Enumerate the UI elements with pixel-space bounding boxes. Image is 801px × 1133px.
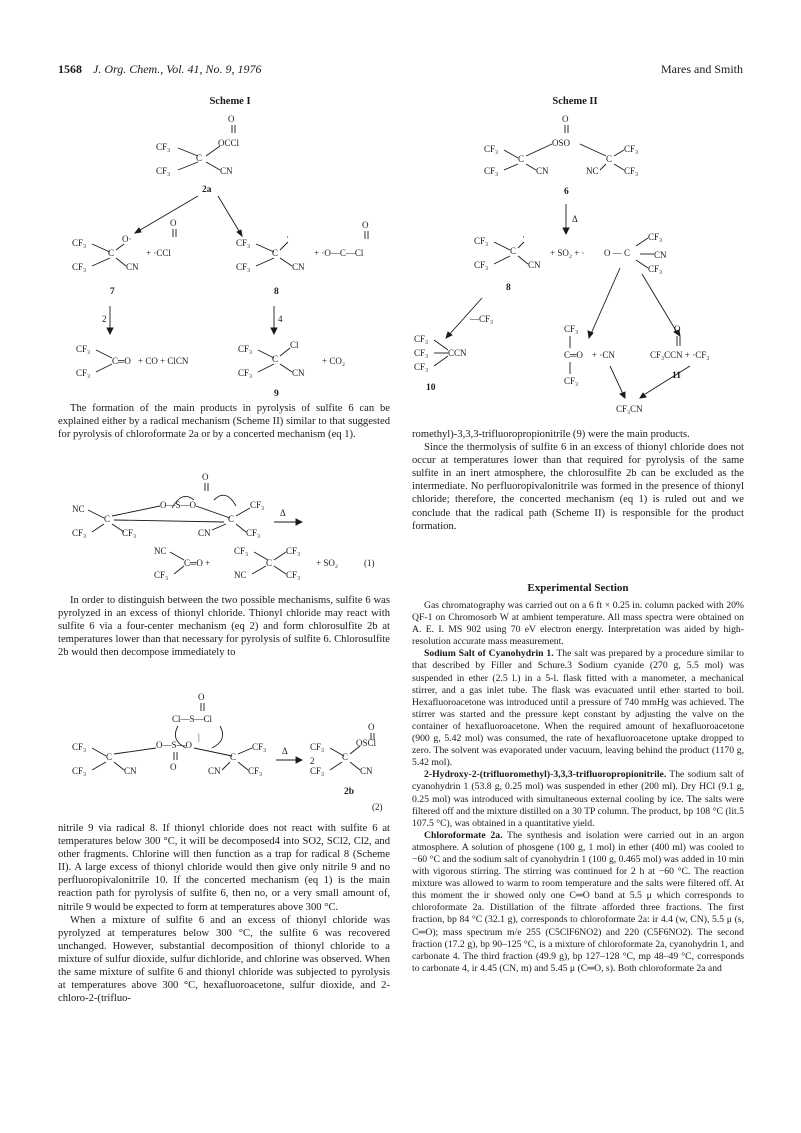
eq2-number: (2) xyxy=(372,802,383,812)
svg-text:CF₃: CF₃ xyxy=(252,742,267,752)
scheme-2-title: Scheme II xyxy=(552,96,598,107)
svg-text:C═O: C═O xyxy=(564,350,583,360)
label-2a: 2a xyxy=(202,185,212,195)
svg-text:CN: CN xyxy=(528,260,541,270)
svg-text:CF₃: CF₃ xyxy=(624,144,639,154)
svg-text:OSCl: OSCl xyxy=(356,738,377,748)
svg-text:CF₃: CF₃ xyxy=(72,238,87,248)
svg-text:O·: O· xyxy=(122,234,132,244)
svg-text:CF₃: CF₃ xyxy=(238,368,253,378)
compound-8 xyxy=(236,220,369,297)
right-paragraph-2: Since the thermolysis of sulfite 6 in an excess of thionyl chloride does not occur at temperatures lower than that required for pyrolysis of the same sulfite in an inert atmosphere, the chlorosulfite 2b can be excluded as the intermediate. No perfluoropivalonitrile was formed in the presence of thionyl chloride; therefore, the concerted mechanism (eq 1) is ruled out and we conclude that the radical path (Scheme II) is responsible for the product formation. xyxy=(412,442,744,532)
svg-text:C: C xyxy=(518,154,525,164)
svg-text:CF₃: CF₃ xyxy=(72,742,87,752)
svg-text:CF₃: CF₃ xyxy=(248,766,263,776)
svg-text:C: C xyxy=(266,558,273,568)
label-2b: 2b xyxy=(344,787,355,797)
svg-text:CF₃: CF₃ xyxy=(72,262,87,272)
left-paragraph-1: The formation of the main products in pyrolysis of sulfite 6 can be explained either by a radical mechanism (Scheme II) similar to that suggested for pyrolysis of chloroformate 2a or by a concerted mechanism (eq 1). xyxy=(58,403,390,441)
svg-text:CF₃: CF₃ xyxy=(286,570,301,580)
svg-text:CF₃: CF₃ xyxy=(414,362,429,372)
label-8: 8 xyxy=(274,287,279,297)
svg-text:C: C xyxy=(108,248,115,258)
svg-text:C═O: C═O xyxy=(112,356,131,366)
svg-text:CF₃: CF₃ xyxy=(310,742,325,752)
svg-text:CF₃: CF₃ xyxy=(648,264,663,274)
label-6: 6 xyxy=(564,187,569,197)
svg-text:NC: NC xyxy=(154,546,167,556)
svg-text:C: C xyxy=(606,154,613,164)
svg-text:·: · xyxy=(522,232,525,242)
step-2: 2 xyxy=(102,314,107,324)
label-10: 10 xyxy=(426,383,436,393)
svg-text:CN: CN xyxy=(126,262,139,272)
label-11: 11 xyxy=(672,371,681,381)
svg-text:C: C xyxy=(104,514,111,524)
cn-radical: + ·CN xyxy=(592,350,615,360)
cf3cn: CF₃CN xyxy=(616,404,643,414)
compound-10 xyxy=(414,334,467,393)
svg-text:NC: NC xyxy=(234,570,247,580)
exp-paragraph-2: Sodium Salt of Cyanohydrin 1. The salt was prepared by a procedure similar to that described by Filler and Schure.3 Sodium cyanide (270 g, 5.5 mol) was suspended in ether (2.5 l.) in a 5-l. flask fitted with a manometer, a mechanical stirrer, and a gas inlet tube. The flask was evacuated until ether started to boil. Hexafluoroacetone was introduced until a pressure of 740 mmHg was achieved. The stirrer was started and the pressure kept constant by adjusting the valve on the container of hexafluoroacetone. When the required amount of hexafluoroacetone (900 g, 5.42 mol) was consumed, the rate of hexafluoroacetone uptake dropped to zero. The solvent was evaporated under vacuum, leaving behind the product (1170 g, 5.42 mol). xyxy=(412,648,744,769)
eq1-so2: + SO₂ xyxy=(316,558,338,568)
svg-text:C: C xyxy=(272,354,279,364)
svg-text:C: C xyxy=(510,246,517,256)
svg-text:Cl—S—Cl: Cl—S—Cl xyxy=(172,714,213,724)
svg-text:CF₃: CF₃ xyxy=(484,166,499,176)
svg-text:O: O xyxy=(362,220,369,230)
step-4: 4 xyxy=(278,314,283,324)
experimental-text xyxy=(412,600,744,975)
eq2-delta: Δ xyxy=(282,746,288,756)
svg-text:CF₃: CF₃ xyxy=(414,334,429,344)
svg-text:CF₃: CF₃ xyxy=(286,546,301,556)
svg-text:CN: CN xyxy=(360,766,373,776)
right-paragraph-1: romethyl)-3,3,3-trifluoropropionitrile (9) were the main products. xyxy=(412,429,690,440)
compound-9 xyxy=(238,340,345,398)
svg-text:C: C xyxy=(106,752,113,762)
product-co2: + CO₂ xyxy=(322,356,345,366)
svg-text:O: O xyxy=(170,762,177,772)
svg-text:O: O xyxy=(674,324,681,334)
svg-text:CF₃: CF₃ xyxy=(156,142,171,152)
scheme2-intermediates xyxy=(474,232,667,293)
svg-text:CF₃: CF₃ xyxy=(474,236,489,246)
left-paragraph-2: In order to distinguish between the two possible mechanisms, sulfite 6 was pyrolyzed in an excess of thionyl chloride. Thionyl chloride may react with sulfite 6 via a four-center mechanism (eq 2) and form chlorosulfite 2b at temperatures lower than that necessary for pyrolysis of sulfite 6. Chlorosulfite 2b would then decompose immediately to xyxy=(58,595,390,659)
svg-text:O: O xyxy=(198,692,205,702)
running-header-authors: Mares and Smith xyxy=(661,62,743,76)
radical-ccl: + ·CCl xyxy=(146,248,171,258)
label-7: 7 xyxy=(110,287,115,297)
products-co-clcn: + CO + ClCN xyxy=(138,356,189,366)
equation-1 xyxy=(60,468,400,586)
svg-text:C: C xyxy=(272,248,279,258)
svg-text:CF₃: CF₃ xyxy=(76,368,91,378)
page-number: 1568 xyxy=(58,62,82,76)
compound-6 xyxy=(484,114,638,197)
exp-paragraph-4: Chloroformate 2a. The synthesis and isolation were carried out in an argon atmosphere. A solution of phosgene (100 g, 1 mol) in ether (400 ml) was cooled to −60 °C and the sodium salt of cyanohydrin 1 (100 g, 0.465 mol) was added in 10 min with vigorous stirring. The stirring was continued for 2 h at −60 °C. The reaction mixture was allowed to warm to room temperature and the salts were filtered off. At this moment the ir showed only one C═O band at 5.5 μ which corresponds to chloroformate 2a. Distillation of the filtrate afforded three fractions. The first fraction, bp 84 °C (32.1 g), corresponds to chloroformate 2a: ir 4.4 (w, CN), 5.5 μ (s, C═O); mass spectrum m/e 255 (C5ClF6NO2) and 220 (C5F6NO2). The second fraction (17.2 g), bp 90–125 °C, is a mixture of chloroformate 2a, cyanohydrin 1, and carbonate 4. The third fraction (49.9 g), bp 127–128 °C, mp 48–49 °C, corresponds to carbonate 4, ir 4.45 (CN, m) and 5.45 μ (C═O, s). Both chloroformate 2a and xyxy=(412,829,744,974)
eq1-delta: Δ xyxy=(280,508,286,518)
svg-text:CF₃: CF₃ xyxy=(484,144,499,154)
label-8b: 8 xyxy=(506,283,511,293)
svg-text:CF₃: CF₃ xyxy=(564,324,579,334)
svg-text:O — C: O — C xyxy=(604,248,631,258)
svg-text:CF₃: CF₃ xyxy=(310,766,325,776)
svg-text:CN: CN xyxy=(220,166,233,176)
experimental-section-title: Experimental Section xyxy=(527,582,629,594)
svg-text:O: O xyxy=(368,722,375,732)
left-paragraph-3: nitrile 9 via radical 8. If thionyl chloride does not react with sulfite 6 at temperatures below 300 °C, it will be decomposed4 into SO2, SCl2, Cl2, and other fragments. Chlorine will then function as a trap for radical 8 (Scheme II). A large excess of thionyl chloride would then give only nitrile 9 and no perfluoropivalonitrile 10. If the concerted mechanism (eq 1) is the main reaction path for pyrolysis of sulfite 6, then no, or a very small amount of, nitrile 9 would be expected to form at temperatures above 300 °C. When a mixture of sulfite 6 and an excess of thionyl chloride was pyrolyzed at temperatures below 300 °C, the sulfite 6 was recovered unchanged. However, substantial decomposition of thionyl chloride to a mixture of sulfur dioxide, sulfur dichloride, and chlorine was observed. When the same mixture of sulfite 6 and thionyl chloride was subjected to pyrolysis at temperatures above 300 °C, hexafluoroacetone, sulfur dioxide, and 2-chloro-2-(trifluo- xyxy=(58,823,390,1005)
svg-text:OCCl: OCCl xyxy=(218,138,240,148)
svg-text:CF₃: CF₃ xyxy=(564,376,579,386)
svg-text:Cl: Cl xyxy=(290,340,299,350)
eq2-coef: 2 xyxy=(310,756,315,766)
svg-text:CN: CN xyxy=(654,250,667,260)
compound-2a xyxy=(156,114,240,195)
svg-text:O—S—O: O—S—O xyxy=(160,500,197,510)
product-hexafluoroacetone xyxy=(76,344,189,378)
svg-text:CF₃: CF₃ xyxy=(236,262,251,272)
svg-text:CF₃: CF₃ xyxy=(76,344,91,354)
svg-text:CF₃: CF₃ xyxy=(236,238,251,248)
svg-text:O: O xyxy=(170,218,177,228)
svg-text:O: O xyxy=(562,114,569,124)
so2-plus: + SO₂ + · xyxy=(550,248,585,258)
equation-2 xyxy=(60,688,400,816)
svg-text:OSO: OSO xyxy=(552,138,571,148)
svg-text:O: O xyxy=(228,114,235,124)
svg-text:CN: CN xyxy=(292,368,305,378)
exp-paragraph-3: 2-Hydroxy-2-(trifluoromethyl)-3,3,3-trifluoropropionitrile. The sodium salt of cyanohydrin 1 (53.8 g, 0.25 mol) was suspended in ether (200 ml). Dry HCl (9.1 g, 0.25 mol) was introduced with simultaneous external cooling by ice. The salts were filtered off and the mixture distilled on a 30 TP column. The product, bp 108 °C (lit.5 107.5 °C), was obtained in a quantitative yield. xyxy=(412,769,744,829)
cf3ccn: CF₃CCN + ·CF₃ xyxy=(650,350,710,360)
svg-text:CF₃: CF₃ xyxy=(474,260,489,270)
svg-text:CF₃: CF₃ xyxy=(122,528,137,538)
scheme-1-title: Scheme I xyxy=(209,96,251,107)
svg-text:NC: NC xyxy=(72,504,85,514)
svg-text:CF₃: CF₃ xyxy=(72,528,87,538)
svg-text:C: C xyxy=(342,752,349,762)
svg-text:CN: CN xyxy=(198,528,211,538)
svg-text:|: | xyxy=(198,732,200,742)
svg-text:CF₃: CF₃ xyxy=(624,166,639,176)
svg-text:C: C xyxy=(230,752,237,762)
running-header-left xyxy=(58,62,262,77)
radical-oc: + ·O—C—Cl xyxy=(314,248,364,258)
scheme-2-diagram xyxy=(410,108,750,426)
left-paragraph-4: When a mixture of sulfite 6 and an excess of thionyl chloride was pyrolyzed at temperatures below 300 °C, the sulfite 6 was recovered unchanged. However, substantial decomposition of thionyl chloride to a mixture of sulfur dioxide, sulfur dichloride, and chlorine was observed. When the same mixture of sulfite 6 and thionyl chloride was subjected to pyrolysis at temperatures above 300 °C, hexafluoroacetone, sulfur dioxide, and 2-chloro-2-(trifluo- xyxy=(58,914,390,1005)
journal-citation: J. Org. Chem., Vol. 41, No. 9, 1976 xyxy=(93,62,262,76)
svg-text:C: C xyxy=(228,514,235,524)
svg-text:CN: CN xyxy=(124,766,137,776)
scheme-1-diagram xyxy=(60,108,400,398)
svg-text:CF₃: CF₃ xyxy=(156,166,171,176)
svg-text:O: O xyxy=(202,472,209,482)
svg-text:CF₃: CF₃ xyxy=(154,570,169,580)
svg-text:CF₃: CF₃ xyxy=(238,344,253,354)
svg-text:CF₃: CF₃ xyxy=(648,232,663,242)
svg-text:CF₃: CF₃ xyxy=(246,528,261,538)
svg-text:O—S—O: O—S—O xyxy=(156,740,193,750)
right-column-text xyxy=(412,428,744,533)
svg-text:CF₃: CF₃ xyxy=(414,348,429,358)
svg-text:CN: CN xyxy=(208,766,221,776)
svg-text:CN: CN xyxy=(292,262,305,272)
scheme2-delta: Δ xyxy=(572,214,578,224)
svg-text:C═O +: C═O + xyxy=(184,558,211,568)
svg-text:·: · xyxy=(286,232,289,242)
svg-text:CN: CN xyxy=(536,166,549,176)
svg-text:CCN: CCN xyxy=(448,348,467,358)
label-9: 9 xyxy=(274,389,279,398)
compound-7 xyxy=(72,218,177,297)
eq1-number: (1) xyxy=(364,558,375,568)
svg-text:NC: NC xyxy=(586,166,599,176)
svg-text:CF₃: CF₃ xyxy=(250,500,265,510)
minus-cf3: —CF₃ xyxy=(470,314,494,324)
svg-text:CF₃: CF₃ xyxy=(234,546,249,556)
exp-paragraph-1: Gas chromatography was carried out on a 6 ft × 0.25 in. column packed with 20% QF-1 on Chromosorb W at ambient temperature. All mass spectra were obtained on A. E. I. MS 902 using 70 eV electron energy. Interpretation was aided by high-resolution accurate mass measurement. xyxy=(412,600,744,648)
svg-text:CF₃: CF₃ xyxy=(72,766,87,776)
svg-text:C: C xyxy=(196,153,203,163)
